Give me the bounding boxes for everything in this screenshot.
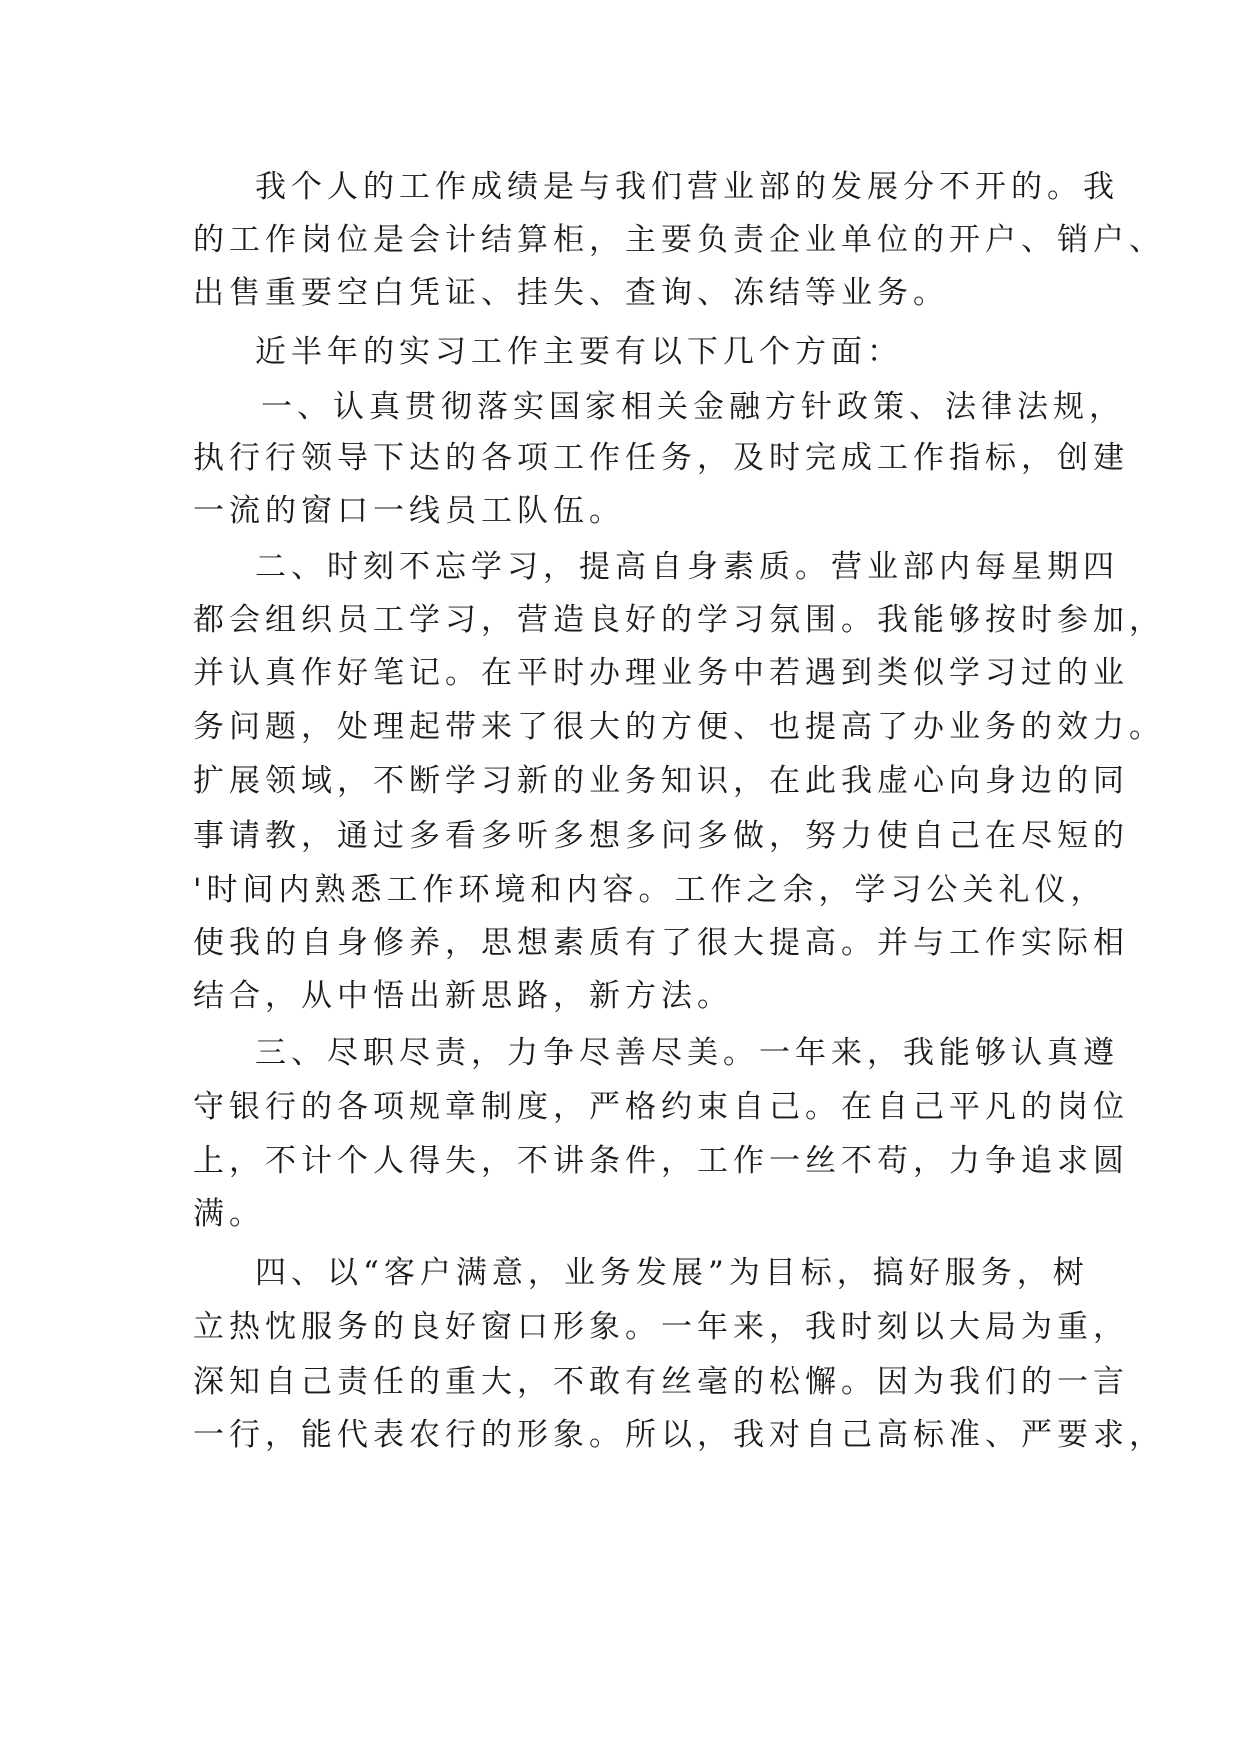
text-line: 三、尽职尽责，力争尽善尽美。一年来，我能够认真遵 (255, 1035, 1119, 1071)
text-line: 结合，从中悟出新思路，新方法。 (193, 978, 733, 1014)
text-line: 立热忱服务的良好窗口形象。一年来，我时刻以大局为重， (193, 1309, 1129, 1345)
text-line: 扩展领域，不断学习新的业务知识，在此我虚心向身边的同 (193, 763, 1129, 799)
text-line: 一行，能代表农行的形象。所以，我对自己高标准、严要求， (193, 1417, 1165, 1453)
text-line: 我个人的工作成绩是与我们营业部的发展分不开的。我 (255, 169, 1119, 205)
text-line: 四、以“客户满意，业务发展”为目标，搞好服务，树 (255, 1255, 1089, 1291)
text-line: 一流的窗口一线员工队伍。 (193, 493, 625, 529)
text-line: 二、时刻不忘学习，提高自身素质。营业部内每星期四 (255, 549, 1119, 585)
text-line: 守银行的各项规章制度，严格约束自己。在自己平凡的岗位 (193, 1089, 1129, 1125)
text-line: 的工作岗位是会计结算柜，主要负责企业单位的开户、销户、 (193, 222, 1165, 258)
text-line: 事请教，通过多看多听多想多问多做，努力使自己在尽短的 (193, 818, 1129, 854)
text-line: 务问题，处理起带来了很大的方便、也提高了办业务的效力。 (193, 709, 1165, 745)
text-line: 深知自己责任的重大，不敢有丝毫的松懈。因为我们的一言 (193, 1364, 1129, 1400)
text-line: 近半年的实习工作主要有以下几个方面： (255, 334, 903, 370)
text-line: 上，不计个人得失，不讲条件，工作一丝不苟，力争追求圆 (193, 1143, 1129, 1179)
text-line: 使我的自身修养，思想素质有了很大提高。并与工作实际相 (193, 925, 1129, 961)
text-line: 出售重要空白凭证、挂失、查询、冻结等业务。 (193, 275, 949, 311)
text-line: '时间内熟悉工作环境和内容。工作之余，学习公关礼仪， (193, 872, 1107, 908)
text-line: 满。 (193, 1196, 265, 1232)
text-line: 都会组织员工学习，营造良好的学习氛围。我能够按时参加， (193, 602, 1165, 638)
text-line: 一、认真贯彻落实国家相关金融方针政策、法律法规， (261, 389, 1125, 425)
text-line: 执行行领导下达的各项工作任务，及时完成工作指标，创建 (193, 440, 1129, 476)
text-line: 并认真作好笔记。在平时办理业务中若遇到类似学习过的业 (193, 655, 1129, 691)
